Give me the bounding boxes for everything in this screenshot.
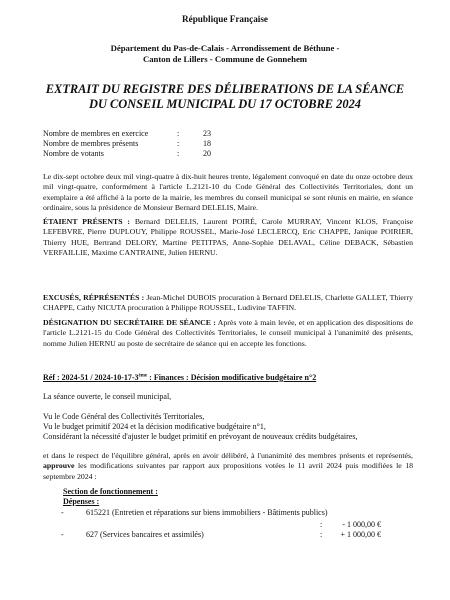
excuses-paragraph — [43, 293, 413, 314]
ref-title: : Finances : Décision modificative budgétaire n°2 — [147, 373, 317, 382]
seance-opening: La séance ouverte, le conseil municipal, — [43, 392, 172, 401]
item-amount: + 1 000,00 € — [340, 530, 381, 539]
ref-label: Réf : 2024-51 / 2024-10-17-3 — [43, 373, 139, 382]
stat-members-present — [43, 139, 233, 149]
stat-label: Nombre de votants — [43, 149, 104, 158]
considerant-line: Considérant la nécessité d'ajuster le budget primitif en prévoyant de nouveaux crédits budgétaires, — [43, 432, 358, 441]
presents-text: Bernard DELELIS, Laurent POIRÉ, Carole MURRAY, Vincent KLOS, Françoise LEFEBVRE, Pierre DUPLOUY, Philippe ROUSSEL, Marie-José LECLERCQ, Eric CHAPPE, Janique POIRIER, Thierry HUE, Bertrand DELORY, Martine PETITPAS, Anne-Sophie DELAVAL, Céline DEBACK, Sébastien VERFAILLIE, Maxime CANTRAINE, Julien HERNU. — [43, 217, 413, 258]
item-label: 627 (Services bancaires et assimilés) — [86, 530, 204, 539]
depenses-title: Dépenses : — [63, 497, 100, 506]
stat-members-exercise — [43, 129, 233, 139]
item-dash: - — [61, 530, 64, 539]
designation-paragraph — [43, 318, 413, 349]
document-title-line-2: DU CONSEIL MUNICIPAL DU 17 OCTOBRE 2024 — [89, 97, 361, 111]
stat-value: 23 — [203, 129, 211, 138]
stat-label: Nombre de membres présents — [43, 139, 139, 148]
designation-label: DÉSIGNATION DU SECRÉTAIRE DE SÉANCE : — [43, 318, 216, 327]
vu-line: Vu le Code Général des Collectivités Territoriales, — [43, 412, 205, 421]
presents-paragraph — [43, 217, 413, 259]
ref-superscript: ème — [138, 373, 148, 379]
decision-paragraph — [43, 451, 413, 482]
decision-text-after: les modifications suivantes par rapport aux propositions votées le 11 avril 2024 puis modifiées le 18 septembre 2024 : — [43, 461, 413, 481]
budget-line-item — [43, 508, 413, 519]
stat-value: 20 — [203, 149, 211, 158]
decision-text-before: et dans le respect de l'équilibre général, après en avoir délibéré, à l'unanimité des membres présents et représentés, — [43, 451, 413, 460]
presents-label: ÉTAIENT PRÉSENTS : — [43, 217, 130, 226]
deliberation-reference — [43, 373, 413, 382]
stat-value: 18 — [203, 139, 211, 148]
stat-label: Nombre de membres en exercice — [43, 129, 149, 138]
vu-line: Vu le budget primitif 2024 et la décision modificative budgétaire n°1, — [43, 422, 266, 431]
stat-colon: : — [177, 129, 180, 138]
item-colon: : — [320, 520, 323, 529]
stat-colon: : — [177, 149, 180, 158]
excuses-label: EXCUSÉS, RÉPRÉSENTÉS : — [43, 293, 145, 302]
item-dash: - — [61, 508, 64, 517]
excuses-text: Jean-Michel DUBOIS procuration à Bernard DELELIS, Charlette GALLET, Thierry CHAPPE, Cathy NICUTA procuration à Philippe ROUSSEL, Ludivine TAFFIN. — [43, 293, 413, 313]
section-title: Section de fonctionnement : — [63, 487, 158, 496]
item-amount: - 1 000,00 € — [342, 520, 381, 529]
intro-paragraph: Le dix-sept octobre deux mil vingt-quatre à dix-huit heures trente, légalement convoqué en date du onze octobre deux mil vingt-quatre, conformément à l'article L.2121-10 du Code Général des Collectivités Territoriales, dont un exemplaire a été affiché à la porte de la mairie, les membres du conseil municipal se sont réunis en mairie, en séance ordinaire, sous la présidence de Monsieur Bernard DELELIS, Maire. — [43, 172, 413, 213]
item-label: 615221 (Entretien et réparations sur biens immobiliers - Bâtiments publics) — [86, 508, 328, 517]
department-line-1: Département du Pas-de-Calais - Arrondissement de Béthune - — [110, 43, 340, 53]
department-line-2: Canton de Lillers - Commune de Gonnehem — [142, 54, 308, 64]
stat-voters — [43, 149, 233, 159]
document-title-line-1: EXTRAIT DU REGISTRE DES DÉLIBERATIONS DE LA SÉANCE — [45, 82, 405, 96]
designation-text: Après vote à main levée, et en application des dispositions de l'article L.2121-15 du Code Général des Collectivités Territoriales, le conseil municipal à l'unanimité des présents, nomme Julien HERNU au poste de secrétaire de séance qui en accepte les fonctions. — [43, 318, 414, 348]
republic-heading: République Française — [181, 14, 268, 24]
budget-line-amount — [43, 530, 413, 541]
decision-approve: approuve — [43, 461, 75, 471]
item-colon: : — [320, 530, 323, 539]
stat-colon: : — [177, 139, 180, 148]
